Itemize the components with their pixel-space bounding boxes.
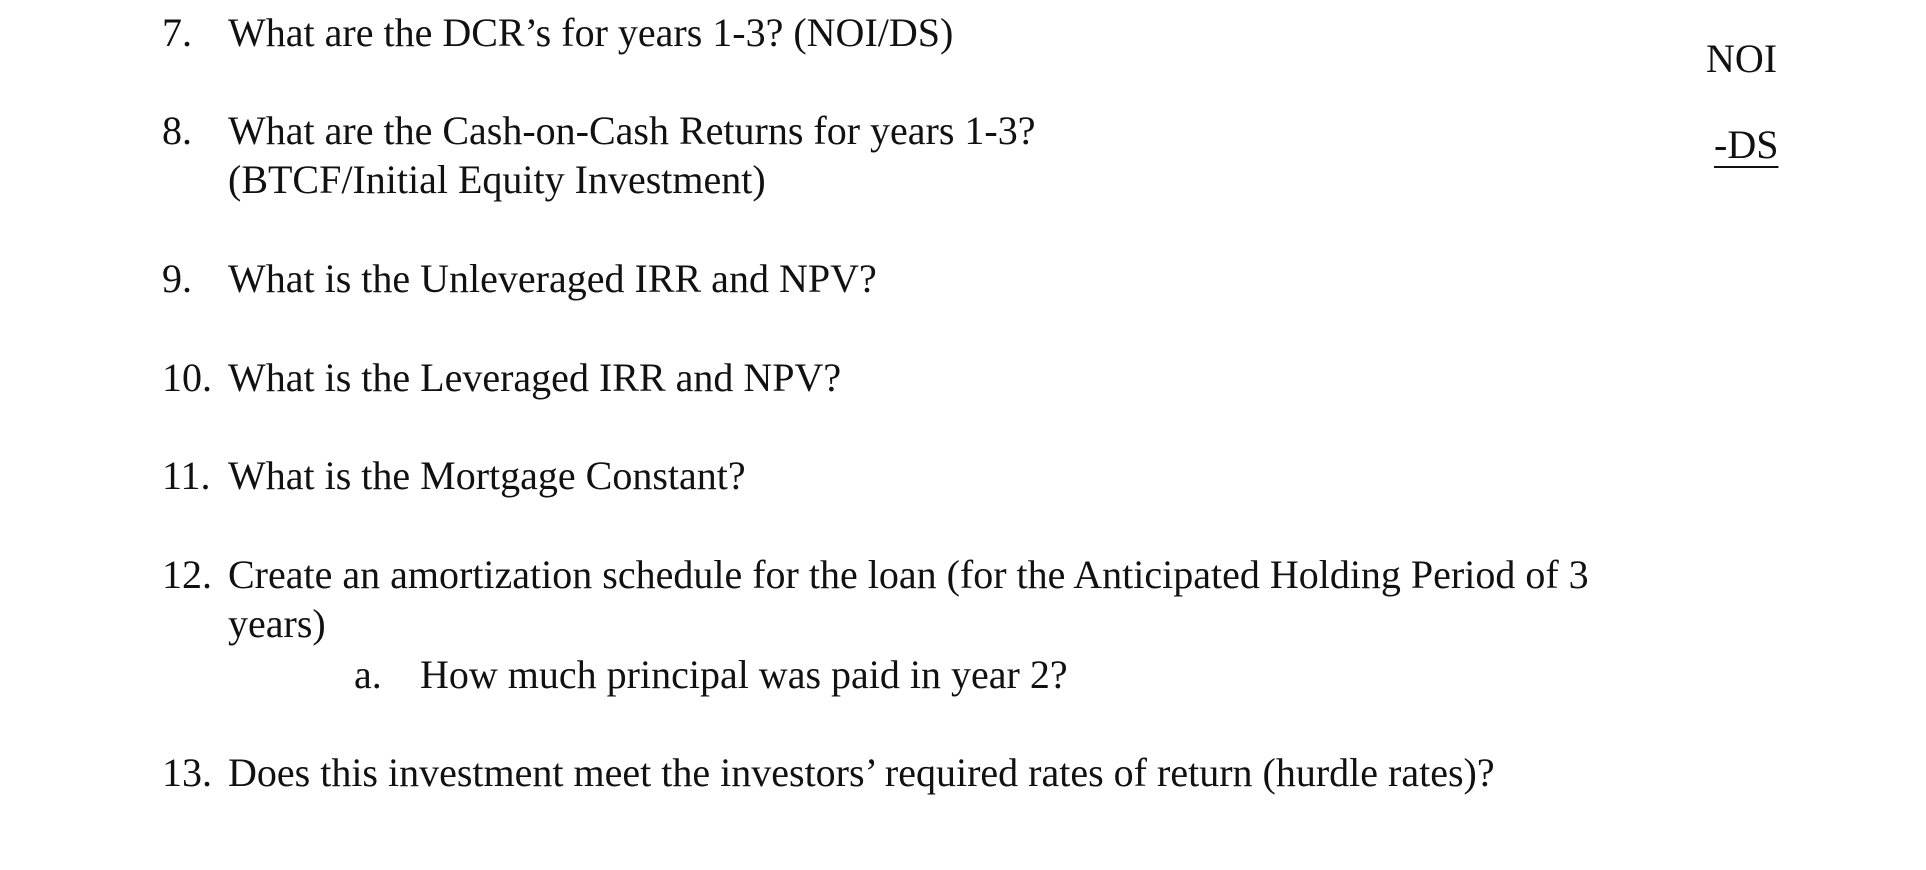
question-text: What are the Cash-on-Cash Returns for years 1-3?: [228, 108, 1036, 153]
question-text: What is the Mortgage Constant?: [228, 453, 746, 498]
question-text: What are the DCR’s for years 1-3? (NOI/DS): [228, 10, 954, 55]
question-text: Create an amortization schedule for the loan (for the Anticipated Holding Period of 3: [228, 552, 1589, 597]
side-note-ds: -DS: [1714, 122, 1779, 167]
question-number: 8.: [162, 108, 192, 153]
question-number: 12.: [162, 552, 212, 597]
question-number: 9.: [162, 256, 192, 301]
question-number: 13.: [162, 750, 212, 795]
question-number: 10.: [162, 355, 212, 400]
question-text: What is the Leveraged IRR and NPV?: [228, 355, 842, 400]
question-text: Does this investment meet the investors’ required rates of return (hurdle rates)?: [228, 750, 1495, 795]
side-note-noi: NOI: [1706, 36, 1778, 81]
question-text: What is the Unleveraged IRR and NPV?: [228, 256, 877, 301]
question-number: 11.: [162, 453, 211, 498]
subquestion-text: How much principal was paid in year 2?: [420, 652, 1068, 697]
question-continuation: years): [228, 601, 326, 646]
subquestion-letter: a.: [354, 652, 382, 697]
question-number: 7.: [162, 10, 192, 55]
question-continuation: (BTCF/Initial Equity Investment): [228, 157, 766, 202]
